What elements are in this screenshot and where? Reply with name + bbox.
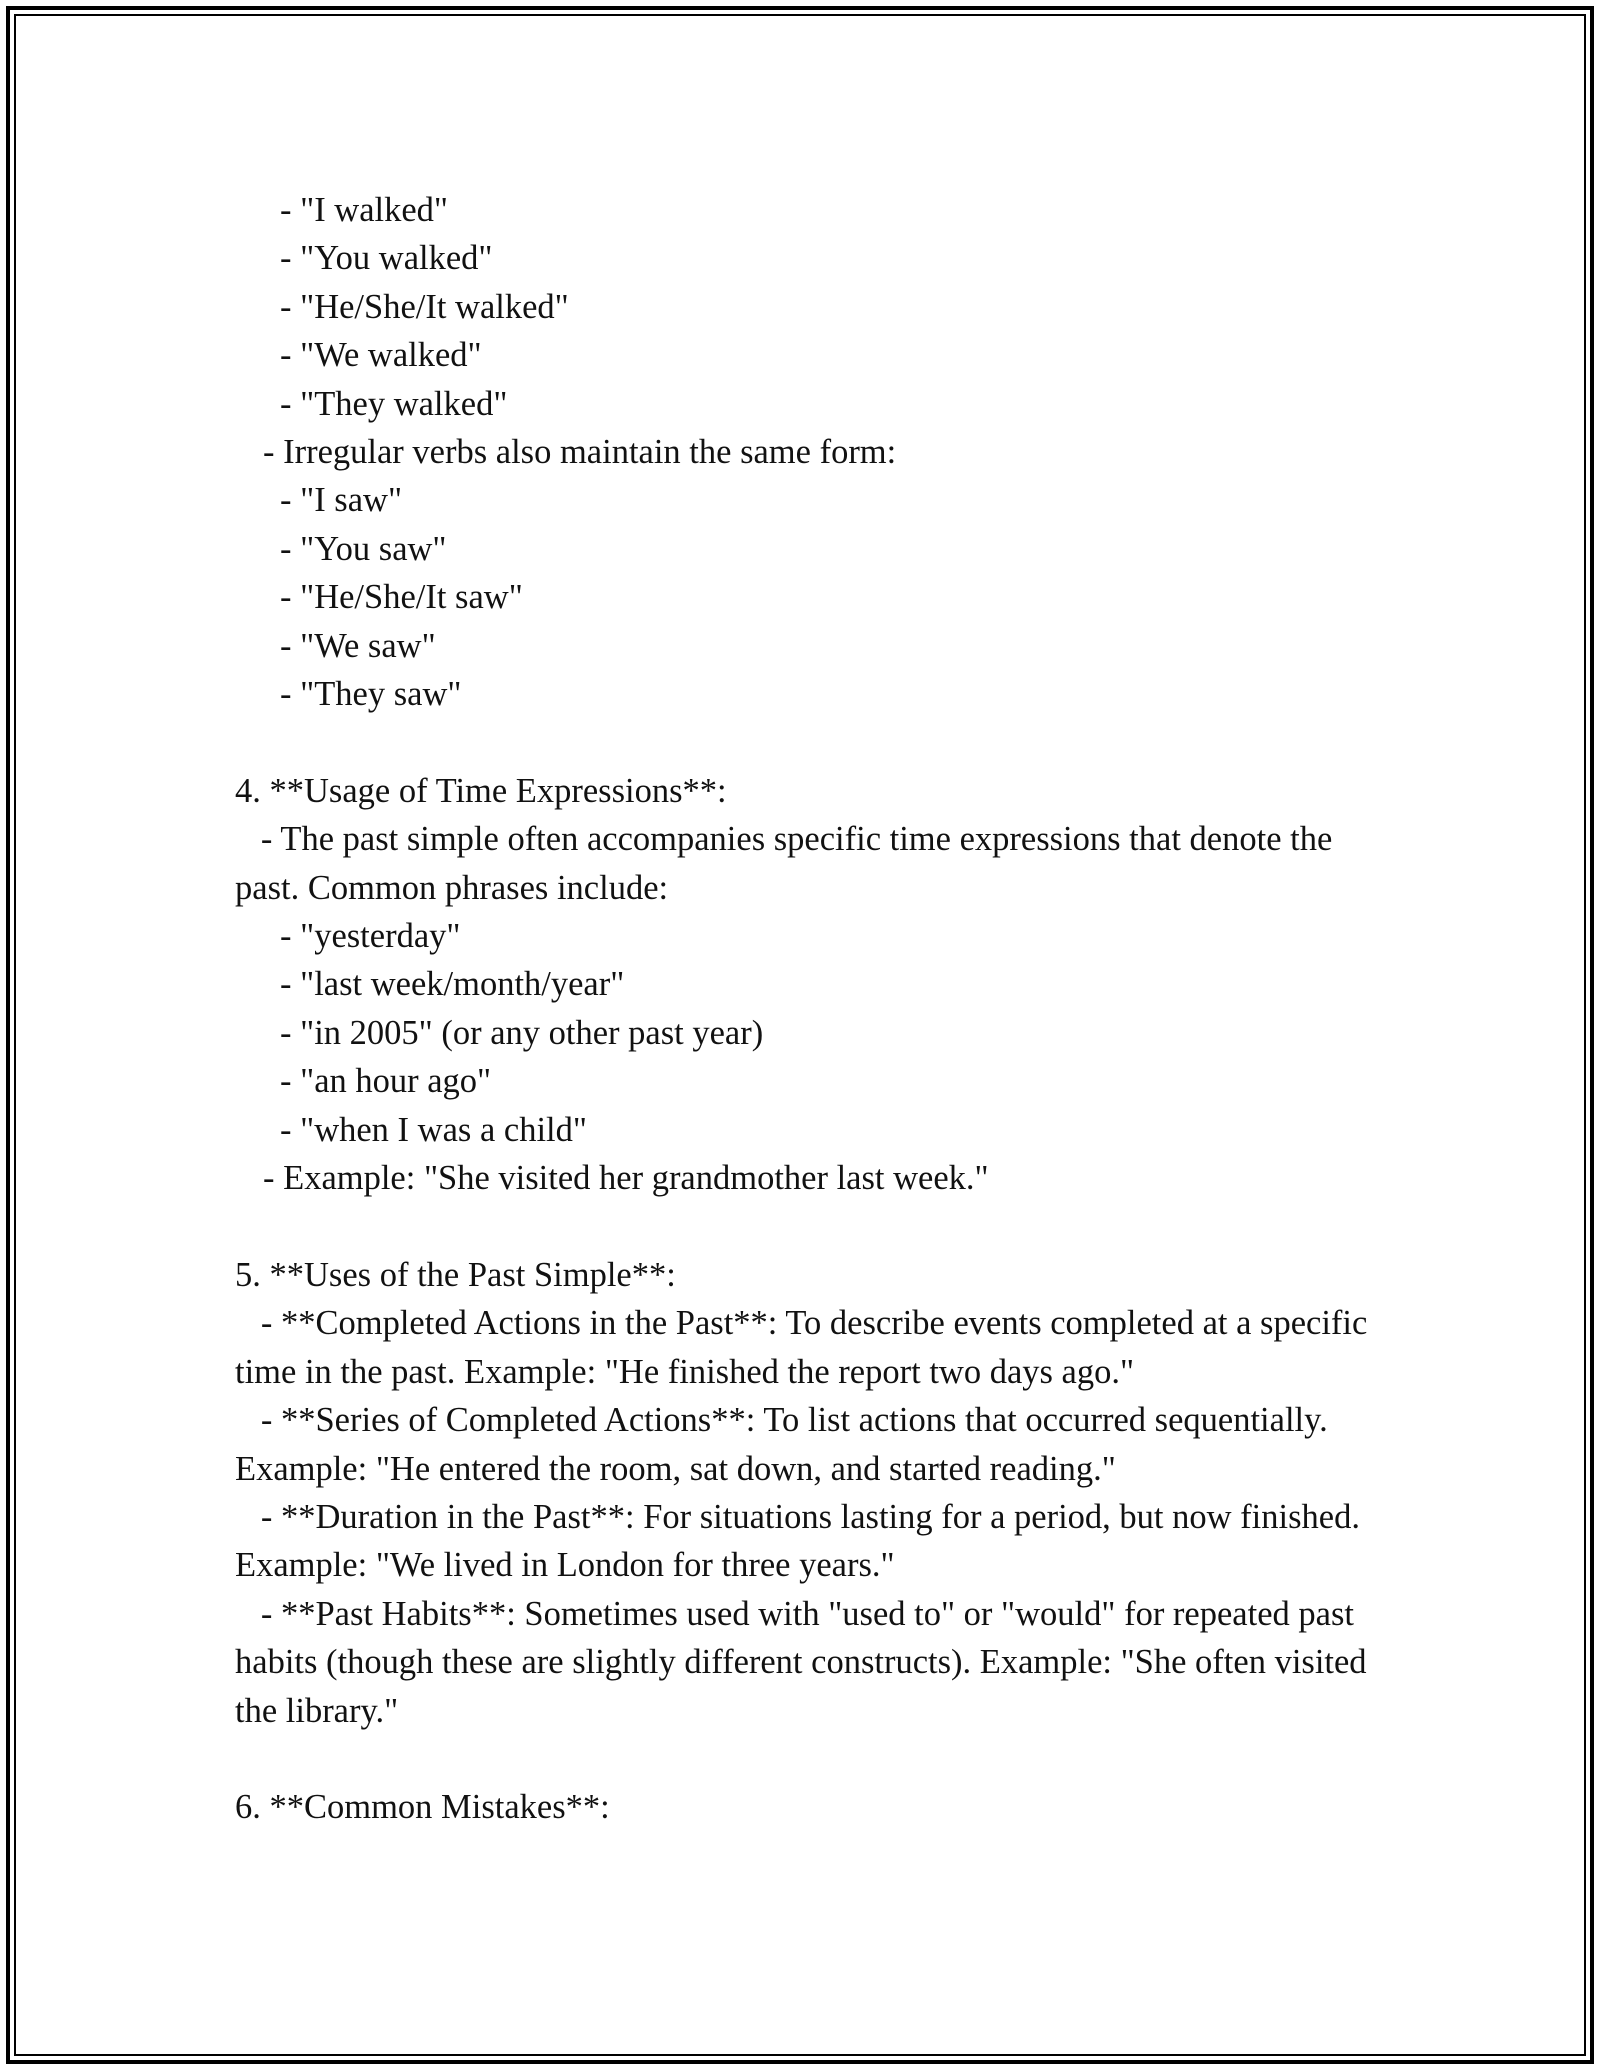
spacer [235,1735,1375,1783]
list-item: - **Duration in the Past**: For situations lasting for a period, but now finished. Example: "We lived in London for three years." [235,1497,1369,1585]
example-line: - "You walked" [280,239,493,278]
section-intro: - The past simple often accompanies specific time expressions that denote the past. Common phrases include: [235,820,1341,907]
list-item: - **Past Habits**: Sometimes used with "used to" or "would" for repeated past habits (though these are slightly different constructs). Example: "She often visited the library." [235,1594,1376,1730]
irregular-intro: - Irregular verbs also maintain the same form: [263,433,897,472]
example-line: - "He/She/It saw" [280,578,523,617]
spacer [235,718,1375,766]
example-line: - "We saw" [280,626,436,665]
example-line: - "They walked" [280,384,508,423]
irregular-verb-examples [235,476,1375,718]
list-item: - **Completed Actions in the Past**: To describe events completed at a specific time in the past. Example: "He finished the report two days ago." [235,1304,1376,1391]
example-line: - "You saw" [280,529,447,568]
list-item: - **Series of Completed Actions**: To list actions that occurred sequentially. Example: "He entered the room, sat down, and started reading." [235,1401,1337,1488]
list-item: - "last week/month/year" [280,965,625,1004]
list-item: - "an hour ago" [280,1062,492,1101]
list-item: - "when I was a child" [280,1110,587,1149]
list-item: - "in 2005" (or any other past year) [280,1013,764,1052]
regular-verb-examples [235,186,1375,428]
section-heading: 4. **Usage of Time Expressions**: [235,771,727,810]
example-line: - "I walked" [280,191,449,229]
example-line: - "They saw" [280,675,462,714]
section-heading: 6. **Common Mistakes**: [235,1788,610,1827]
section-heading: 5. **Uses of the Past Simple**: [235,1255,676,1294]
document-body [235,186,1375,1832]
list-item: - "yesterday" [280,917,461,956]
example-line: - "We walked" [280,336,482,375]
example-line: - "He/She/It walked" [280,287,569,326]
spacer [235,1203,1375,1251]
time-expression-list [235,912,1375,1154]
section-example: - Example: "She visited her grandmother last week." [263,1159,989,1198]
example-line: - "I saw" [280,481,403,520]
